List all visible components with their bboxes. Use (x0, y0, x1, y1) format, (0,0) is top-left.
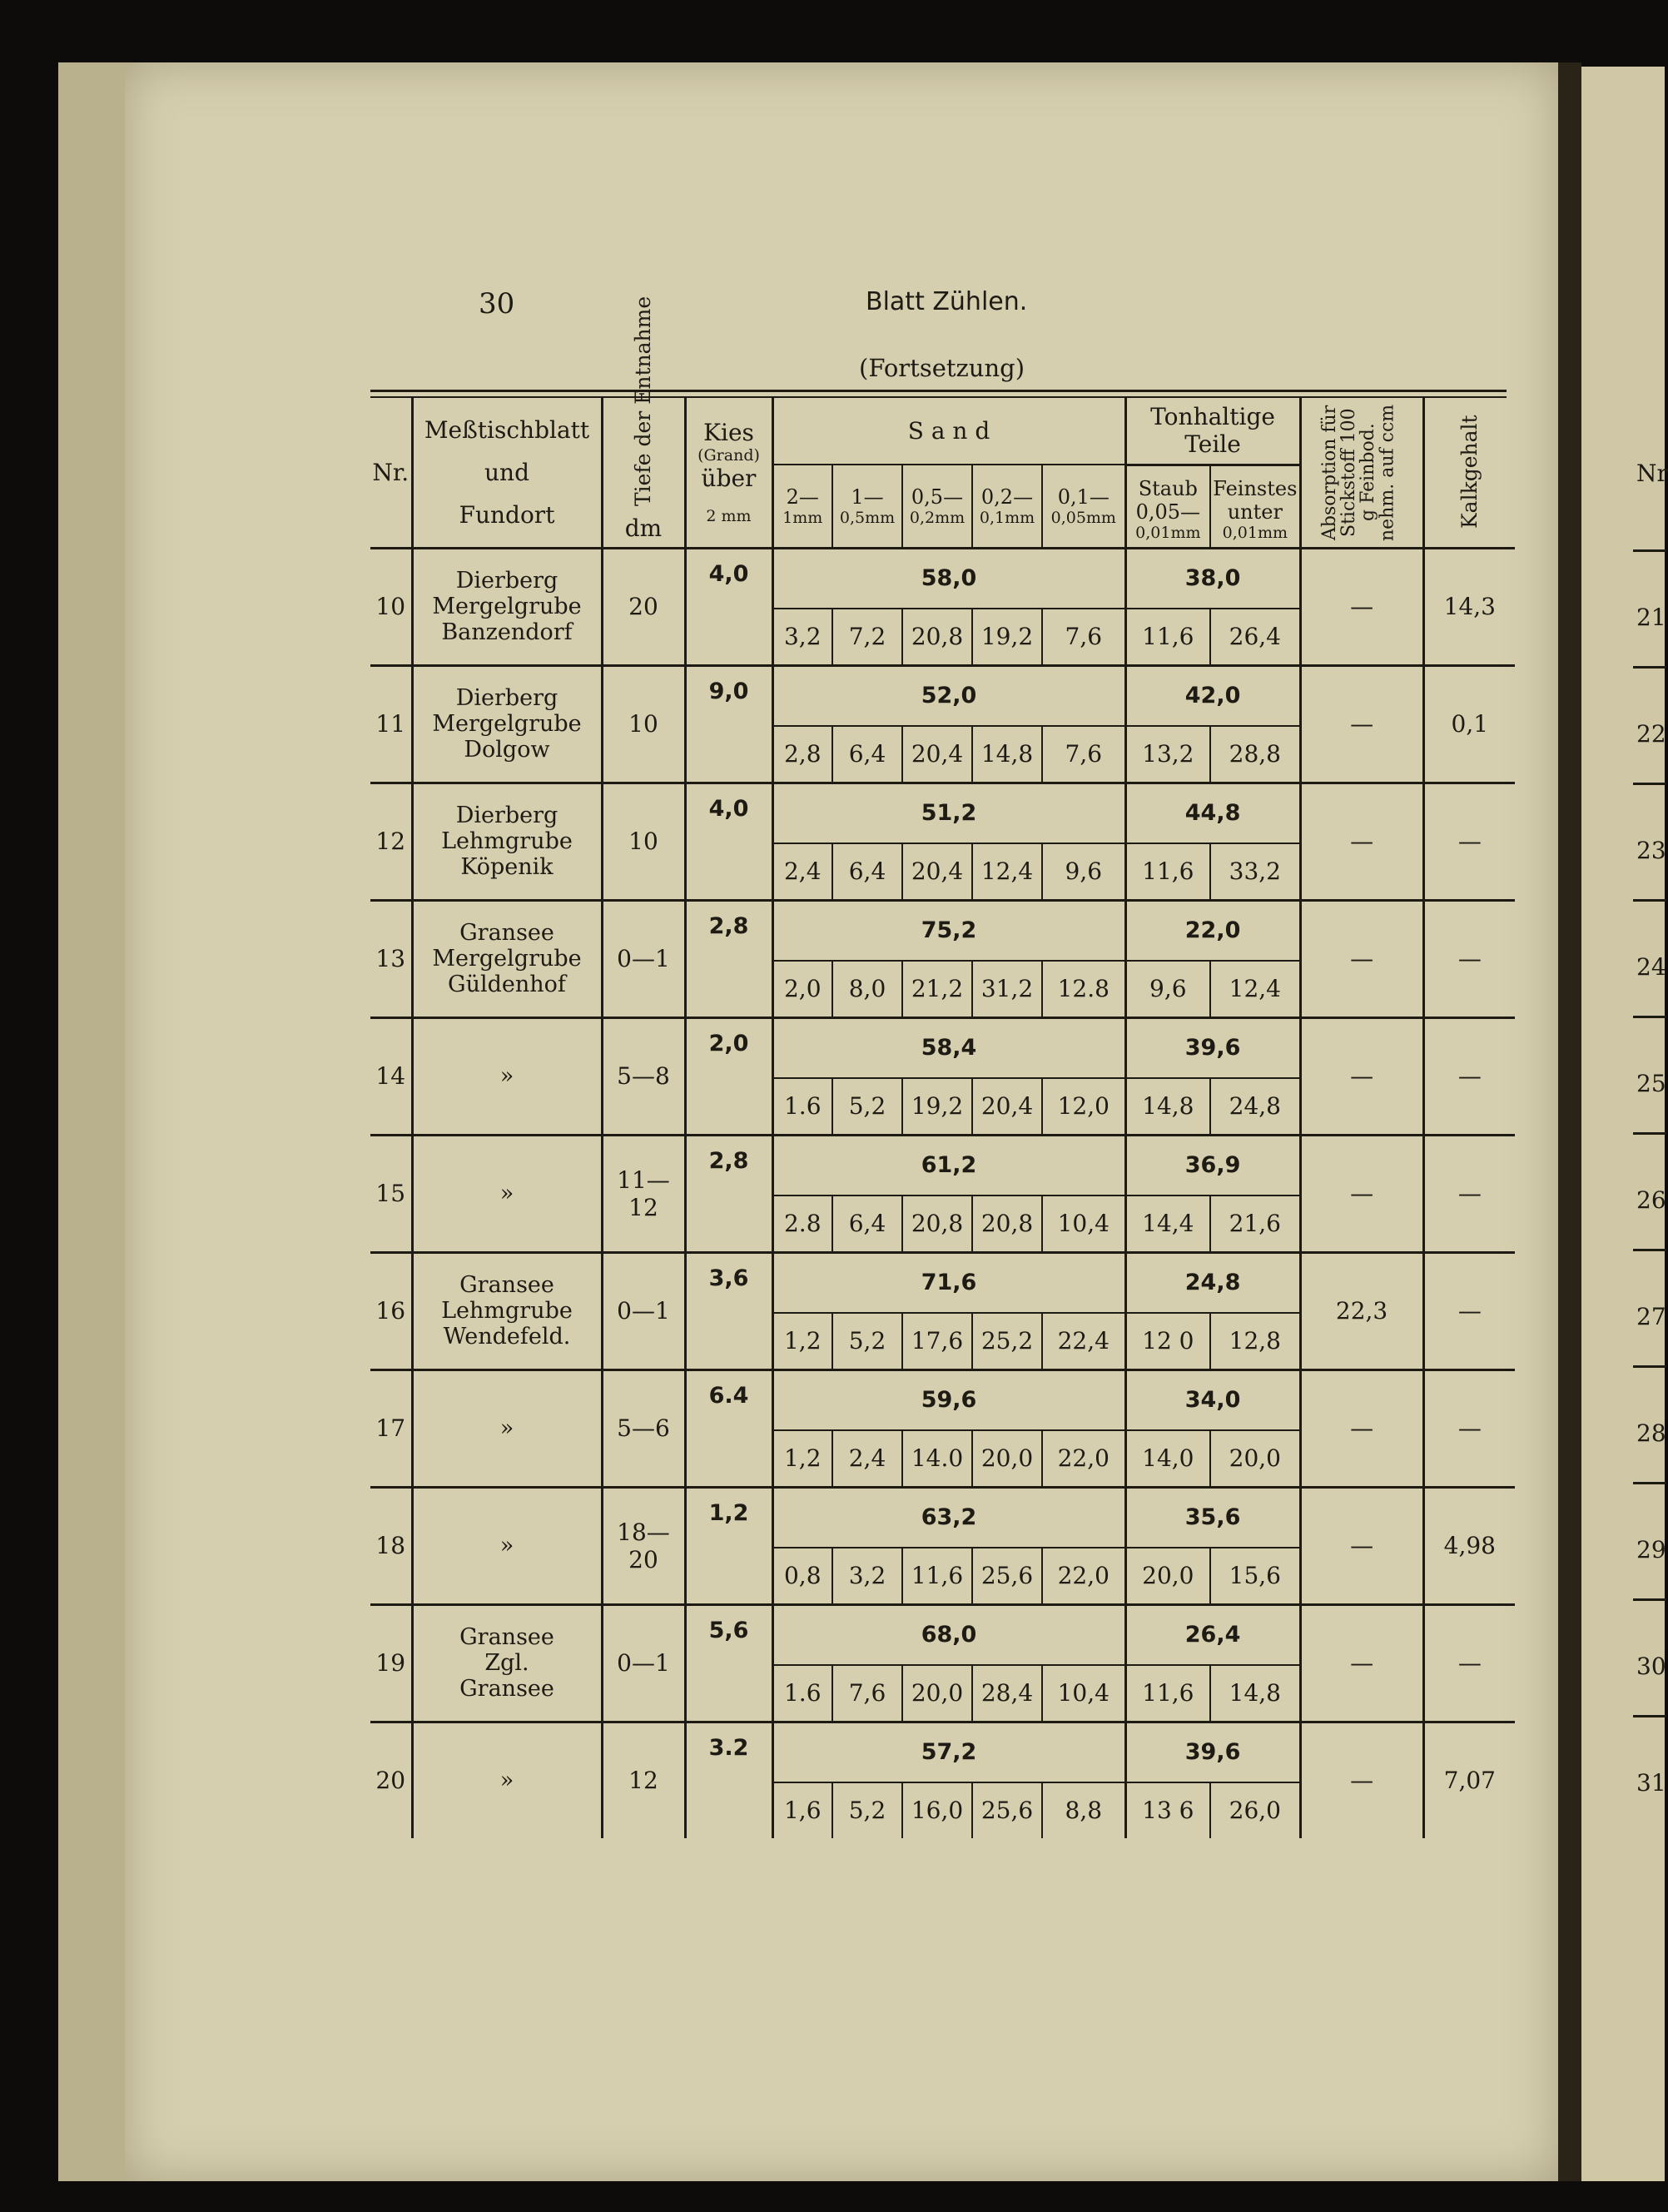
page-title: Blatt Zühlen. (866, 287, 1028, 316)
header-staub-a: 0,05— (1135, 500, 1201, 524)
row-kies: 2,0 (685, 1017, 772, 1135)
row-staub: 11,6 (1125, 1665, 1210, 1722)
row-fundort-line-2: Lehmgrube (441, 1297, 573, 1324)
row-sand-fraction: 20,8 (972, 1195, 1042, 1253)
row-sand-fraction: 14.0 (902, 1430, 972, 1488)
header-staub-b: 0,01mm (1135, 523, 1201, 542)
row-sand-fraction: 20,4 (902, 726, 972, 783)
header-feinstes-a: unter (1227, 500, 1283, 524)
row-sand-fraction: 22,4 (1042, 1313, 1125, 1370)
row-tiefe: 0—1 (602, 1252, 685, 1369)
row-sand-fraction: 6,4 (832, 843, 902, 901)
row-fundort (412, 1017, 602, 1135)
row-sand-fraction: 1.6 (772, 1078, 832, 1136)
row-staub: 14,4 (1125, 1195, 1210, 1253)
row-fundort-line-2: » (499, 1414, 514, 1441)
row-sand-fraction: 12,4 (972, 843, 1042, 901)
row-tiefe: 11—12 (602, 1135, 685, 1252)
row-sand-fraction: 7,6 (832, 1665, 902, 1722)
row-sand-fraction: 1,6 (772, 1782, 832, 1838)
row-sand-fraction: 20,4 (972, 1078, 1042, 1136)
row-absorption: — (1300, 1017, 1423, 1135)
row-sand-fraction: 0,8 (772, 1548, 832, 1605)
row-ton-total: 38,0 (1125, 548, 1300, 609)
row-sand-fraction: 7,6 (1042, 726, 1125, 783)
table-row (370, 1135, 1515, 1195)
header-sand-col-4 (972, 465, 1042, 548)
header-tiefe-unit: dm (624, 514, 663, 543)
row-kalkgehalt: — (1423, 1135, 1515, 1252)
row-fundort-line-1: Dierberg (455, 802, 558, 828)
row-kies: 4,0 (685, 548, 772, 665)
row-nr: 19 (370, 1604, 412, 1722)
row-sand-fraction: 1.6 (772, 1665, 832, 1722)
row-sand-fraction: 1,2 (772, 1430, 832, 1488)
header-sand-col-4-b: 0,1mm (979, 508, 1035, 527)
row-fundort-line-2: Mergelgrube (432, 593, 582, 619)
row-sand-fraction: 20,0 (902, 1665, 972, 1722)
book-gutter (1558, 62, 1581, 2181)
row-ton-total: 39,6 (1125, 1017, 1300, 1078)
row-kalkgehalt: — (1423, 1252, 1515, 1369)
header-staub-label: Staub (1138, 476, 1198, 500)
row-sand-fraction: 2.8 (772, 1195, 832, 1253)
table-row (370, 900, 1515, 961)
row-kies: 2,8 (685, 1135, 772, 1252)
row-fundort-line-1: Gransee (459, 1623, 554, 1650)
row-fundort-line-2: » (499, 1767, 514, 1793)
row-sand-fraction: 28,4 (972, 1665, 1042, 1722)
row-fundort (412, 1135, 602, 1252)
row-staub: 11,6 (1125, 609, 1210, 666)
row-sand-total: 75,2 (772, 900, 1125, 961)
row-absorption: — (1300, 1604, 1423, 1722)
row-tiefe: 12 (602, 1722, 685, 1838)
row-sand-fraction: 7,6 (1042, 609, 1125, 666)
row-ton-total: 35,6 (1125, 1487, 1300, 1548)
row-sand-total: 68,0 (772, 1604, 1125, 1665)
row-staub: 12 0 (1125, 1313, 1210, 1370)
table-row (370, 548, 1515, 609)
next-page-number: 24 (1636, 953, 1666, 981)
continuation-label: (Fortsetzung) (859, 354, 1025, 382)
row-sand-fraction: 31,2 (972, 961, 1042, 1018)
row-sand-fraction: 8,0 (832, 961, 902, 1018)
row-tiefe: 18—20 (602, 1487, 685, 1604)
row-sand-total: 52,0 (772, 665, 1125, 726)
row-kies: 2,8 (685, 900, 772, 1017)
header-sand-col-5-b: 0,05mm (1050, 508, 1116, 527)
row-feinstes: 24,8 (1210, 1078, 1300, 1136)
row-fundort-line-2: » (499, 1180, 514, 1206)
row-kies: 3.2 (685, 1722, 772, 1838)
row-nr: 15 (370, 1135, 412, 1252)
header-sand: S a n d (772, 398, 1125, 465)
row-fundort-line-3: Wendefeld. (443, 1324, 571, 1350)
row-fundort-line-1: Gransee (459, 919, 554, 946)
row-kalkgehalt: 0,1 (1423, 665, 1515, 783)
row-sand-fraction: 19,2 (972, 609, 1042, 666)
row-ton-total: 34,0 (1125, 1369, 1300, 1430)
next-page-number: 22 (1636, 720, 1666, 748)
row-feinstes: 26,4 (1210, 609, 1300, 666)
row-sand-fraction: 6,4 (832, 726, 902, 783)
next-page-number: 23 (1636, 837, 1666, 864)
header-feinstes (1210, 465, 1300, 548)
row-kalkgehalt: 4,98 (1423, 1487, 1515, 1604)
header-sand-col-5 (1042, 465, 1125, 548)
header-sand-col-1-b: 1mm (782, 508, 823, 527)
row-staub: 14,8 (1125, 1078, 1210, 1136)
row-ton-total: 24,8 (1125, 1252, 1300, 1313)
header-kalk (1423, 398, 1515, 548)
row-staub: 13 6 (1125, 1782, 1210, 1838)
row-feinstes: 12,4 (1210, 961, 1300, 1018)
header-sand-col-2-a: 1— (851, 485, 884, 509)
next-page-header: Nr (1636, 460, 1668, 487)
row-fundort (412, 1252, 602, 1369)
header-sand-col-1 (772, 465, 832, 548)
row-tiefe: 20 (602, 548, 685, 665)
row-fundort-line-1: Dierberg (455, 567, 558, 594)
row-ton-total: 26,4 (1125, 1604, 1300, 1665)
header-und: und (484, 458, 529, 486)
row-tiefe: 10 (602, 783, 685, 900)
row-kalkgehalt: 14,3 (1423, 548, 1515, 665)
row-absorption: — (1300, 548, 1423, 665)
header-kies-ueber: über (701, 465, 757, 493)
row-kalkgehalt: — (1423, 900, 1515, 1017)
row-feinstes: 14,8 (1210, 1665, 1300, 1722)
row-fundort (412, 665, 602, 783)
row-fundort-line-1: Dierberg (455, 684, 558, 711)
header-fundort-label: Fundort (459, 500, 555, 529)
row-kalkgehalt: — (1423, 1017, 1515, 1135)
row-fundort (412, 1369, 602, 1487)
row-sand-fraction: 5,2 (832, 1078, 902, 1136)
row-nr: 10 (370, 548, 412, 665)
row-ton-total: 39,6 (1125, 1722, 1300, 1782)
row-sand-fraction: 21,2 (902, 961, 972, 1018)
row-sand-fraction: 16,0 (902, 1782, 972, 1838)
row-fundort-line-2: Lehmgrube (441, 828, 573, 854)
row-sand-fraction: 5,2 (832, 1313, 902, 1370)
row-tiefe: 0—1 (602, 900, 685, 1017)
header-tonhaltige-label: Tonhaltige (1150, 403, 1275, 430)
row-feinstes: 33,2 (1210, 843, 1300, 901)
row-sand-fraction: 20,0 (972, 1430, 1042, 1488)
row-sand-fraction: 2,4 (832, 1430, 902, 1488)
row-absorption: — (1300, 1722, 1423, 1838)
header-feinstes-b: 0,01mm (1222, 523, 1288, 542)
row-kalkgehalt: — (1423, 1604, 1515, 1722)
row-staub: 11,6 (1125, 843, 1210, 901)
row-sand-fraction: 25,2 (972, 1313, 1042, 1370)
row-sand-fraction: 3,2 (832, 1548, 902, 1605)
row-feinstes: 26,0 (1210, 1782, 1300, 1838)
row-sand-fraction: 2,8 (772, 726, 832, 783)
header-fundort (412, 398, 602, 548)
row-tiefe: 0—1 (602, 1604, 685, 1722)
row-sand-fraction: 2,0 (772, 961, 832, 1018)
row-sand-fraction: 5,2 (832, 1782, 902, 1838)
row-fundort-line-2: » (499, 1062, 514, 1089)
table-row (370, 1604, 1515, 1665)
row-nr: 13 (370, 900, 412, 1017)
row-staub: 13,2 (1125, 726, 1210, 783)
page-number: 30 (479, 287, 515, 321)
header-kies-label: Kies (703, 419, 754, 447)
row-fundort-line-2: Mergelgrube (432, 710, 582, 737)
row-absorption: — (1300, 1135, 1423, 1252)
row-nr: 14 (370, 1017, 412, 1135)
table-row (370, 1487, 1515, 1548)
next-page-number: 27 (1636, 1303, 1666, 1330)
row-staub: 20,0 (1125, 1548, 1210, 1605)
row-kies: 4,0 (685, 783, 772, 900)
row-ton-total: 36,9 (1125, 1135, 1300, 1195)
header-staub (1125, 465, 1210, 548)
row-sand-fraction: 6,4 (832, 1195, 902, 1253)
header-sand-col-2-b: 0,5mm (839, 508, 896, 527)
row-sand-fraction: 9,6 (1042, 843, 1125, 901)
row-kies: 1,2 (685, 1487, 772, 1604)
next-page-number: 25 (1636, 1070, 1666, 1097)
row-sand-total: 57,2 (772, 1722, 1125, 1782)
row-sand-fraction: 8,8 (1042, 1782, 1125, 1838)
header-kies (685, 398, 772, 548)
row-sand-fraction: 19,2 (902, 1078, 972, 1136)
row-absorption: 22,3 (1300, 1252, 1423, 1369)
table-row (370, 1369, 1515, 1430)
row-kalkgehalt: — (1423, 783, 1515, 900)
row-tiefe: 10 (602, 665, 685, 783)
header-kies-unit: 2 mm (706, 507, 752, 526)
next-page-number: 31 (1636, 1769, 1666, 1797)
table-top-rule (370, 390, 1507, 398)
row-sand-total: 58,0 (772, 548, 1125, 609)
row-absorption: — (1300, 665, 1423, 783)
row-sand-fraction: 14,8 (972, 726, 1042, 783)
row-fundort (412, 1604, 602, 1722)
next-page-number: 28 (1636, 1419, 1666, 1447)
row-kies: 6.4 (685, 1369, 772, 1487)
row-feinstes: 12,8 (1210, 1313, 1300, 1370)
next-page-number: 29 (1636, 1536, 1666, 1563)
row-fundort (412, 548, 602, 665)
row-sand-total: 61,2 (772, 1135, 1125, 1195)
row-nr: 11 (370, 665, 412, 783)
row-absorption: — (1300, 1487, 1423, 1604)
row-sand-fraction: 20,8 (902, 609, 972, 666)
header-sand-col-1-a: 2— (786, 485, 819, 509)
header-kies-sub: (Grand) (697, 446, 760, 465)
row-fundort-line-2: Mergelgrube (432, 945, 582, 972)
table-row (370, 1722, 1515, 1782)
row-feinstes: 15,6 (1210, 1548, 1300, 1605)
row-kies: 5,6 (685, 1604, 772, 1722)
row-fundort (412, 1487, 602, 1604)
row-fundort-line-3: Dolgow (464, 737, 550, 763)
header-messtischblatt: Meßtischblatt (424, 415, 590, 444)
row-sand-fraction: 7,2 (832, 609, 902, 666)
header-sand-col-2 (832, 465, 902, 548)
row-nr: 16 (370, 1252, 412, 1369)
table-body (370, 548, 1515, 1838)
next-page-number: 21 (1636, 604, 1666, 631)
row-absorption: — (1300, 783, 1423, 900)
row-fundort-line-3: Güldenhof (448, 972, 566, 998)
header-tonhaltige (1125, 398, 1300, 465)
row-kalkgehalt: — (1423, 1369, 1515, 1487)
header-tiefe-label: Tiefe der Entnahme (630, 296, 655, 507)
header-sand-col-3-b: 0,2mm (909, 508, 966, 527)
table-row (370, 665, 1515, 726)
row-kies: 3,6 (685, 1252, 772, 1369)
row-kies: 9,0 (685, 665, 772, 783)
row-sand-fraction: 25,6 (972, 1548, 1042, 1605)
row-nr: 17 (370, 1369, 412, 1487)
row-sand-fraction: 3,2 (772, 609, 832, 666)
next-page-number: 26 (1636, 1186, 1666, 1214)
row-sand-fraction: 10,4 (1042, 1195, 1125, 1253)
row-nr: 12 (370, 783, 412, 900)
next-page-fragment (1581, 67, 1668, 2181)
row-tiefe: 5—6 (602, 1369, 685, 1487)
row-staub: 9,6 (1125, 961, 1210, 1018)
header-tiefe (602, 296, 685, 548)
row-sand-total: 59,6 (772, 1369, 1125, 1430)
table-row (370, 1252, 1515, 1313)
row-sand-total: 58,4 (772, 1017, 1125, 1078)
row-sand-fraction: 17,6 (902, 1313, 972, 1370)
row-sand-fraction: 22,0 (1042, 1430, 1125, 1488)
row-sand-fraction: 11,6 (902, 1548, 972, 1605)
row-staub: 14,0 (1125, 1430, 1210, 1488)
row-sand-total: 71,6 (772, 1252, 1125, 1313)
row-nr: 18 (370, 1487, 412, 1604)
table-row (370, 783, 1515, 843)
header-kalk-label: Kalkgehalt (1457, 415, 1482, 529)
row-sand-total: 63,2 (772, 1487, 1125, 1548)
row-kalkgehalt: 7,07 (1423, 1722, 1515, 1838)
row-fundort (412, 1722, 602, 1838)
row-sand-fraction: 25,6 (972, 1782, 1042, 1838)
row-fundort-line-1: Gransee (459, 1271, 554, 1298)
row-ton-total: 22,0 (1125, 900, 1300, 961)
row-fundort-line-2: Zgl. (484, 1649, 529, 1676)
header-feinstes-label: Feinstes (1213, 476, 1298, 500)
row-sand-fraction: 1,2 (772, 1313, 832, 1370)
row-sand-fraction: 2,4 (772, 843, 832, 901)
header-absorption-label: Absorption für Stickstoff 100 g Feinbod. nehm. auf ccm (1319, 404, 1398, 541)
row-feinstes: 28,8 (1210, 726, 1300, 783)
row-fundort-line-3: Banzendorf (441, 619, 573, 646)
row-fundort (412, 900, 602, 1017)
row-ton-total: 44,8 (1125, 783, 1300, 843)
table-row (370, 1017, 1515, 1078)
row-sand-fraction: 10,4 (1042, 1665, 1125, 1722)
next-page-number: 30 (1636, 1653, 1666, 1680)
row-nr: 20 (375, 1767, 406, 1794)
row-feinstes: 20,0 (1210, 1430, 1300, 1488)
header-absorption (1300, 398, 1423, 548)
header-nr: Nr. (370, 398, 412, 548)
header-sand-col-5-a: 0,1— (1057, 485, 1110, 509)
row-sand-fraction: 20,8 (902, 1195, 972, 1253)
row-fundort-line-2: » (499, 1532, 514, 1558)
header-sand-col-3 (902, 465, 972, 548)
header-teile-label: Teile (1184, 430, 1241, 458)
row-feinstes: 21,6 (1210, 1195, 1300, 1253)
row-fundort-line-3: Gransee (459, 1676, 554, 1702)
header-sand-col-4-a: 0,2— (980, 485, 1034, 509)
row-sand-fraction: 12,0 (1042, 1078, 1125, 1136)
header-sand-col-3-a: 0,5— (911, 485, 964, 509)
row-absorption: — (1300, 1369, 1423, 1487)
row-fundort (412, 783, 602, 900)
row-sand-total: 51,2 (772, 783, 1125, 843)
row-tiefe: 5—8 (602, 1017, 685, 1135)
row-fundort-line-3: Köpenik (460, 854, 554, 881)
row-absorption: — (1300, 900, 1423, 1017)
row-sand-fraction: 12.8 (1042, 961, 1125, 1018)
row-sand-fraction: 20,4 (902, 843, 972, 901)
row-ton-total: 42,0 (1125, 665, 1300, 726)
row-sand-fraction: 22,0 (1042, 1548, 1125, 1605)
